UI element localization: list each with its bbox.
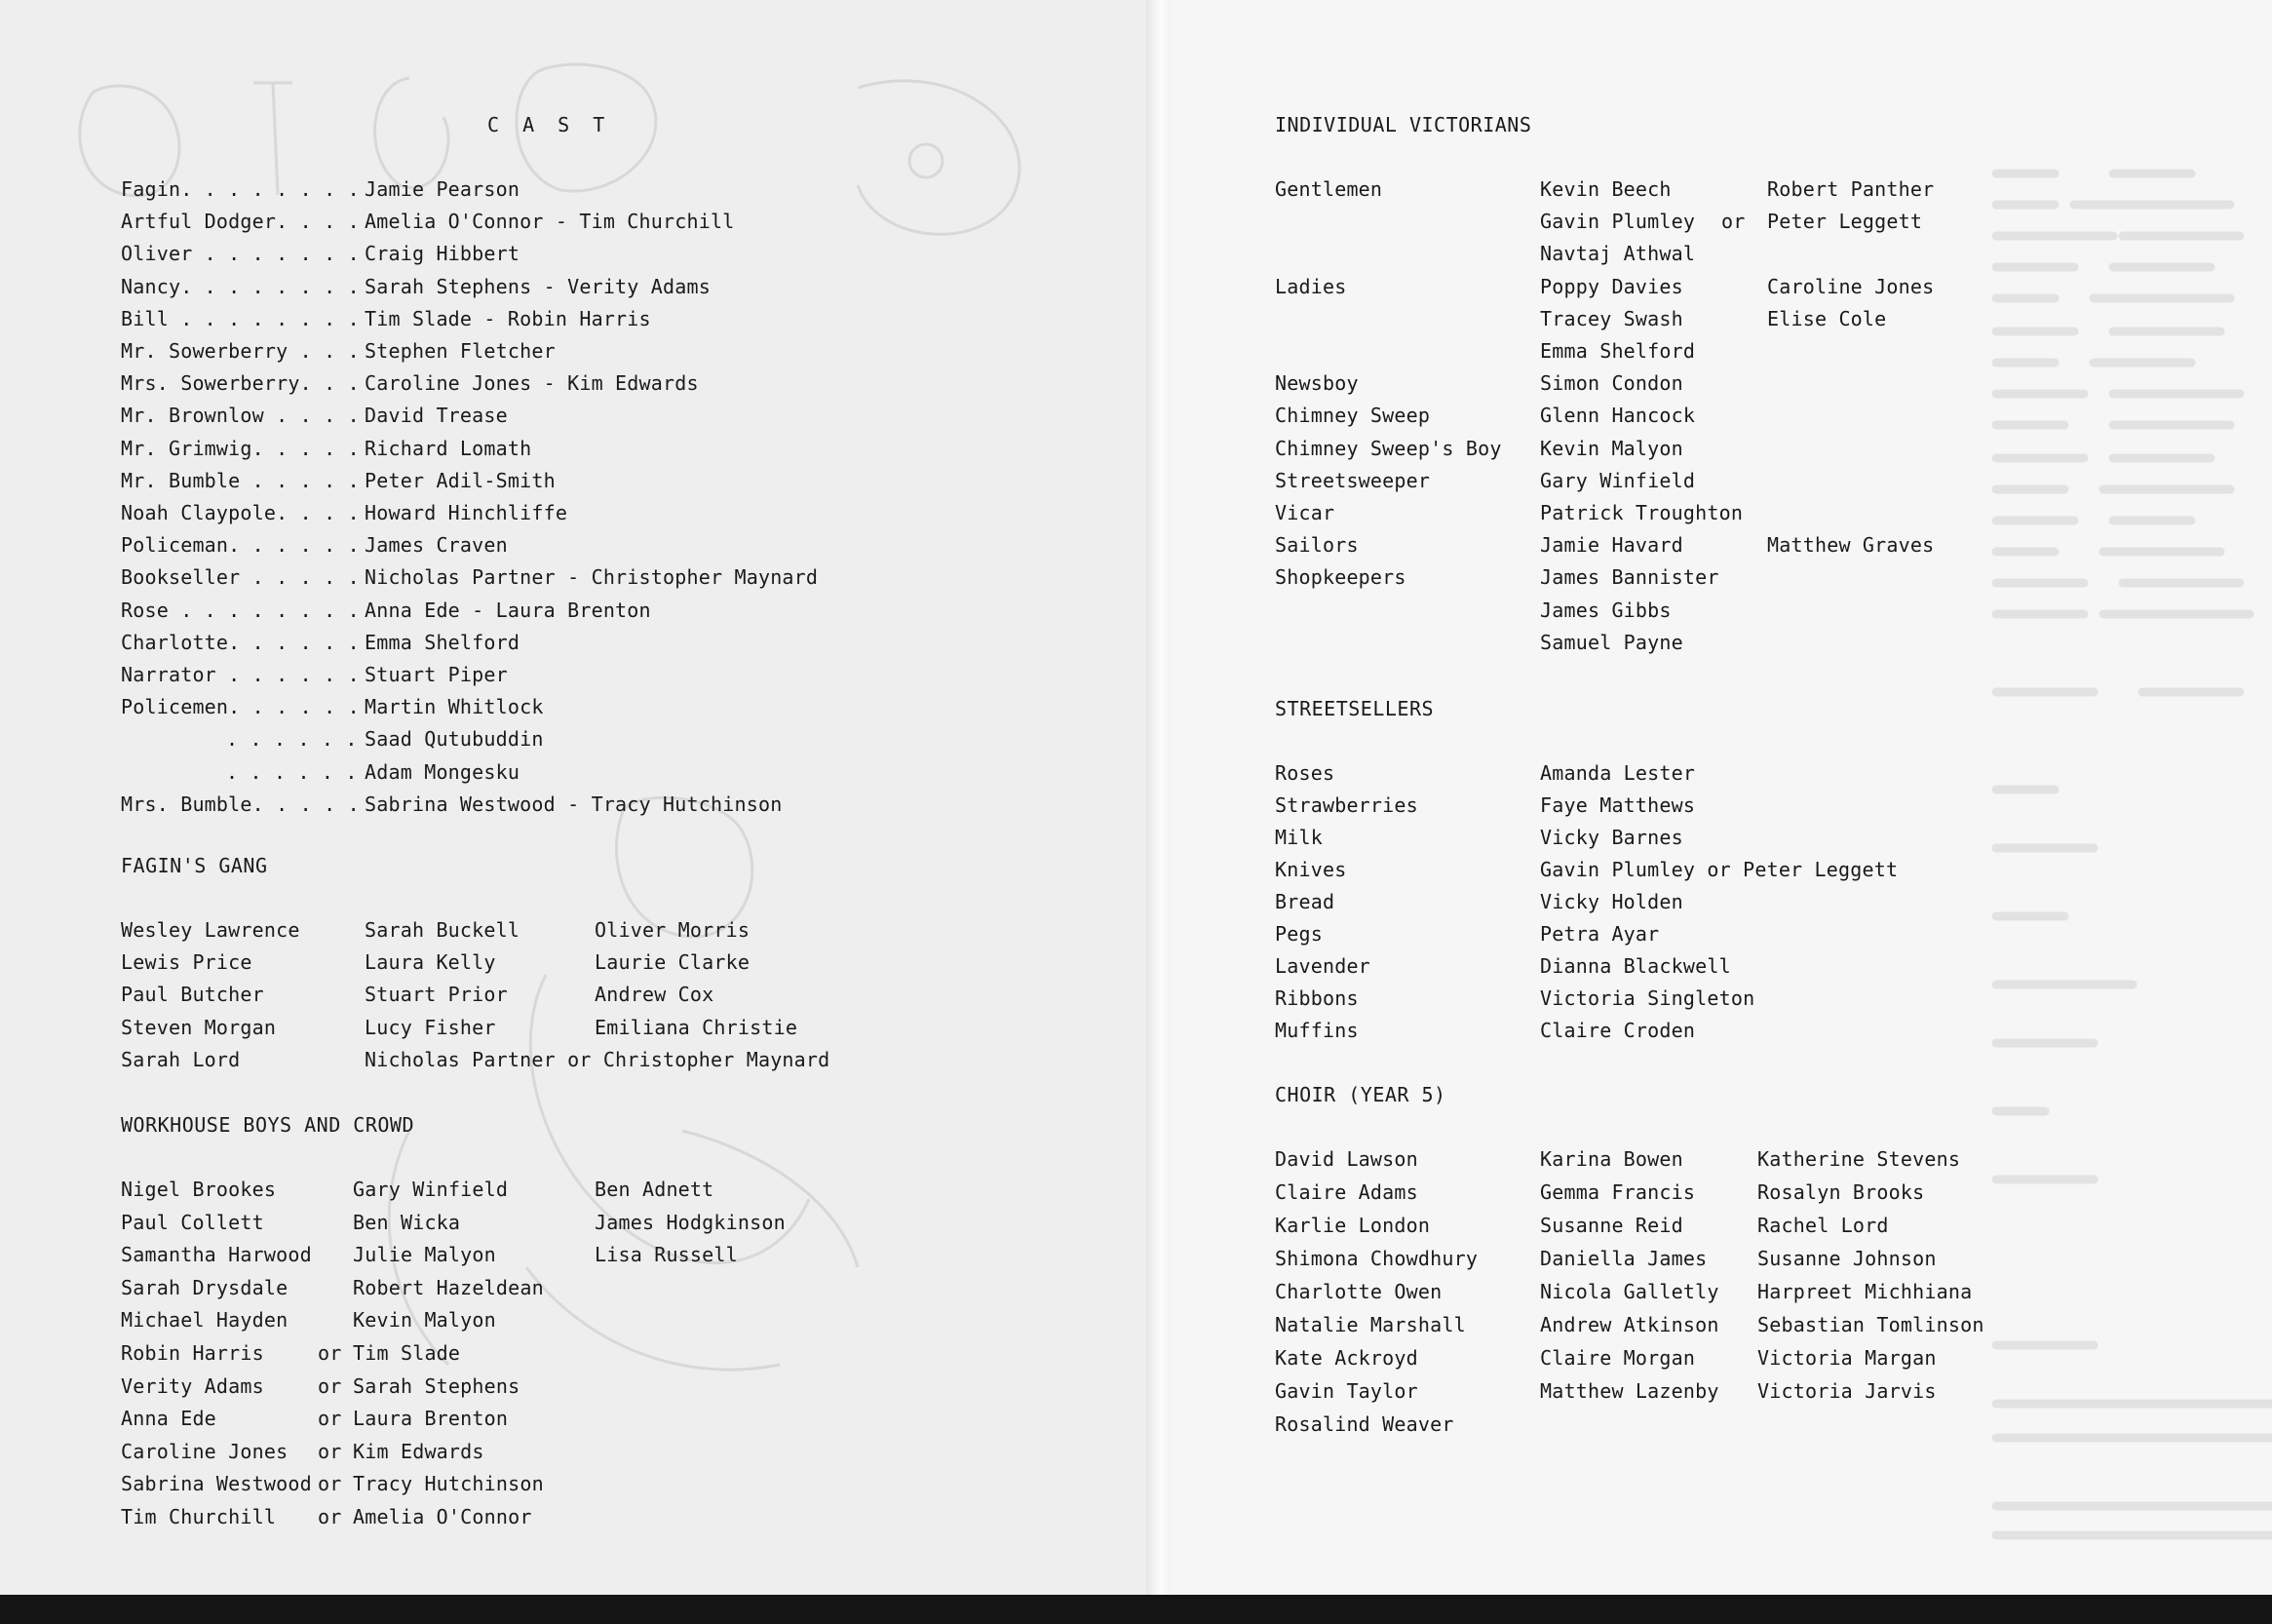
cast-role: Mr. Brownlow . . . . xyxy=(121,404,360,428)
victorian-name: Kevin Beech xyxy=(1540,177,1672,201)
choir-member: Katherine Stevens xyxy=(1757,1147,1961,1171)
workhouse-member: Tim Churchill xyxy=(121,1505,277,1528)
streetseller-item: Knives xyxy=(1275,858,1347,881)
cast-role: Mr. Grimwig. . . . . xyxy=(121,436,360,460)
choir-member: Karlie London xyxy=(1275,1214,1431,1237)
streetseller-name: Faye Matthews xyxy=(1540,793,1696,817)
streetseller-name: Victoria Singleton xyxy=(1540,986,1755,1010)
workhouse-member: Sarah Stephens xyxy=(353,1373,520,1398)
workhouse-member: Robin Harris xyxy=(121,1341,264,1365)
workhouse-member: Gary Winfield xyxy=(353,1178,509,1201)
choir-member: Claire Adams xyxy=(1275,1180,1418,1204)
victorian-role: Newsboy xyxy=(1275,371,1359,396)
cast-actor: Howard Hinchliffe xyxy=(365,501,568,524)
or-label: or xyxy=(318,1505,342,1528)
gang-member: Lewis Price xyxy=(121,950,252,975)
workhouse-member: Amelia O'Connor xyxy=(353,1505,532,1528)
workhouse-member: Caroline Jones xyxy=(121,1439,289,1463)
cast-actor: Peter Adil-Smith xyxy=(365,468,556,492)
victorian-name: Peter Leggett xyxy=(1767,210,1923,234)
streetseller-name: Vicky Holden xyxy=(1540,890,1683,913)
choir-member: Karina Bowen xyxy=(1540,1147,1683,1171)
cast-actor: Stuart Piper xyxy=(365,663,508,686)
or-label: or xyxy=(1721,210,1746,234)
cast-role: Rose . . . . . . . . xyxy=(121,598,360,622)
cast-role: Artful Dodger. . . . xyxy=(121,210,360,234)
cast-role: Bookseller . . . . . xyxy=(121,565,360,590)
victorian-role: Chimney Sweep xyxy=(1275,404,1431,428)
cast-actor: Stephen Fletcher xyxy=(365,339,556,363)
gang-member: Andrew Cox xyxy=(595,983,714,1007)
page-fold xyxy=(1146,0,1172,1599)
or-label: or xyxy=(318,1373,342,1398)
gang-member: Oliver Morris xyxy=(595,918,751,942)
choir-member: Gavin Taylor xyxy=(1275,1379,1418,1403)
cast-actor: Tim Slade - Robin Harris xyxy=(365,306,651,330)
cast-role: Nancy. . . . . . . . xyxy=(121,274,360,298)
cast-actor: Adam Mongesku xyxy=(365,759,520,784)
workhouse-member: Kevin Malyon xyxy=(353,1308,496,1333)
workhouse-heading: WORKHOUSE BOYS AND CROWD xyxy=(121,1113,414,1137)
workhouse-member: Tracy Hutchinson xyxy=(353,1472,544,1496)
or-label: or xyxy=(318,1439,342,1463)
cast-role: Mrs. Sowerberry. . . xyxy=(121,371,360,396)
fagins-gang-heading: FAGIN'S GANG xyxy=(121,854,268,877)
choir-member: Shimona Chowdhury xyxy=(1275,1247,1479,1270)
victorian-role: Chimney Sweep's Boy xyxy=(1275,436,1502,460)
choir-member: Claire Morgan xyxy=(1540,1346,1696,1370)
cast-actor: Sarah Stephens - Verity Adams xyxy=(365,274,711,298)
streetseller-item: Milk xyxy=(1275,826,1323,849)
victorian-name: Robert Panther xyxy=(1767,177,1935,201)
victorian-name: Gary Winfield xyxy=(1540,468,1696,492)
victorian-name: Elise Cole xyxy=(1767,306,1887,330)
streetsellers-heading: STREETSELLERS xyxy=(1275,697,1435,720)
or-label: or xyxy=(318,1472,342,1496)
streetseller-item: Pegs xyxy=(1275,922,1323,946)
streetseller-name: Petra Ayar xyxy=(1540,922,1660,946)
victorian-name: Jamie Havard xyxy=(1540,533,1683,558)
cast-actor: Craig Hibbert xyxy=(365,242,520,266)
victorian-role: Ladies xyxy=(1275,274,1347,298)
victorian-name: Emma Shelford xyxy=(1540,339,1696,363)
cast-role: Bill . . . . . . . . xyxy=(121,306,360,330)
choir-member: Susanne Johnson xyxy=(1757,1247,1937,1270)
cast-actor: Saad Qutubuddin xyxy=(365,727,544,752)
workhouse-member: Robert Hazeldean xyxy=(353,1275,544,1299)
cast-actor: Sabrina Westwood - Tracy Hutchinson xyxy=(365,792,783,816)
cast-role: Mrs. Bumble. . . . . xyxy=(121,792,360,816)
gang-member: Lucy Fisher xyxy=(365,1015,496,1039)
cast-role: Charlotte. . . . . . xyxy=(121,630,360,654)
choir-member: Victoria Margan xyxy=(1757,1346,1937,1370)
cast-role: Narrator . . . . . . xyxy=(121,663,360,686)
choir-member: David Lawson xyxy=(1275,1147,1418,1171)
victorian-role: Streetsweeper xyxy=(1275,468,1431,492)
victorian-role: Gentlemen xyxy=(1275,177,1383,201)
gang-member: Sarah Buckell xyxy=(365,918,520,942)
workhouse-member: Tim Slade xyxy=(353,1341,461,1365)
choir-member: Gemma Francis xyxy=(1540,1180,1696,1204)
choir-member: Natalie Marshall xyxy=(1275,1313,1466,1336)
choir-member: Daniella James xyxy=(1540,1247,1708,1270)
workhouse-member: Ben Adnett xyxy=(595,1178,714,1201)
streetseller-name: Amanda Lester xyxy=(1540,761,1696,785)
streetseller-item: Strawberries xyxy=(1275,793,1418,817)
victorians-heading: INDIVIDUAL VICTORIANS xyxy=(1275,113,1532,136)
victorian-name: Caroline Jones xyxy=(1767,274,1935,298)
cast-actor: Richard Lomath xyxy=(365,436,532,460)
cast-actor: Amelia O'Connor - Tim Churchill xyxy=(365,210,735,234)
cast-role: Fagin. . . . . . . . xyxy=(121,177,360,201)
gang-member: Nicholas Partner or Christopher Maynard xyxy=(365,1047,830,1071)
choir-heading: CHOIR (YEAR 5) xyxy=(1275,1083,1446,1106)
choir-member: Rosalyn Brooks xyxy=(1757,1180,1925,1204)
cast-actor: Martin Whitlock xyxy=(365,695,544,719)
gang-member: Stuart Prior xyxy=(365,983,508,1007)
victorian-name: Navtaj Athwal xyxy=(1540,242,1696,266)
gang-member: Sarah Lord xyxy=(121,1047,241,1071)
streetseller-item: Ribbons xyxy=(1275,986,1359,1010)
gang-member: Laurie Clarke xyxy=(595,950,751,975)
workhouse-member: Lisa Russell xyxy=(595,1243,738,1267)
workhouse-member: Michael Hayden xyxy=(121,1308,289,1333)
workhouse-member: Ben Wicka xyxy=(353,1210,461,1234)
choir-member: Andrew Atkinson xyxy=(1540,1313,1719,1336)
cast-actor: Nicholas Partner - Christopher Maynard xyxy=(365,565,819,590)
cast-heading: C A S T xyxy=(487,113,611,136)
victorian-name: Matthew Graves xyxy=(1767,533,1935,558)
workhouse-member: Paul Collett xyxy=(121,1210,264,1234)
or-label: or xyxy=(318,1407,342,1431)
choir-member: Rachel Lord xyxy=(1757,1214,1889,1237)
gang-member: Wesley Lawrence xyxy=(121,918,300,942)
victorian-name: Patrick Troughton xyxy=(1540,501,1744,524)
workhouse-member: Verity Adams xyxy=(121,1373,264,1398)
choir-member: Sebastian Tomlinson xyxy=(1757,1313,1984,1336)
cast-role: Oliver . . . . . . . xyxy=(121,242,360,266)
cast-role: Mr. Sowerberry . . . xyxy=(121,339,360,363)
streetseller-item: Lavender xyxy=(1275,954,1370,978)
workhouse-member: Sabrina Westwood xyxy=(121,1472,312,1496)
streetseller-name: Claire Croden xyxy=(1540,1019,1696,1042)
scan-bottom-edge xyxy=(0,1595,2272,1624)
victorian-name: Samuel Payne xyxy=(1540,630,1683,654)
workhouse-member: Laura Brenton xyxy=(353,1407,509,1431)
cast-role: Policeman. . . . . . xyxy=(121,533,360,558)
streetseller-name: Dianna Blackwell xyxy=(1540,954,1731,978)
victorian-name: Glenn Hancock xyxy=(1540,404,1696,428)
choir-member: Susanne Reid xyxy=(1540,1214,1683,1237)
workhouse-member: Anna Ede xyxy=(121,1407,216,1431)
victorian-name: Simon Condon xyxy=(1540,371,1683,396)
streetseller-name: Vicky Barnes xyxy=(1540,826,1683,849)
streetseller-name: Gavin Plumley or Peter Leggett xyxy=(1540,858,1899,881)
workhouse-member: Julie Malyon xyxy=(353,1243,496,1267)
cast-actor: Emma Shelford xyxy=(365,630,520,654)
workhouse-member: Samantha Harwood xyxy=(121,1243,312,1267)
cast-role: . . . . . . xyxy=(226,727,358,752)
victorian-name: Gavin Plumley xyxy=(1540,210,1696,234)
workhouse-member: Sarah Drysdale xyxy=(121,1275,289,1299)
cast-role: . . . . . . xyxy=(226,759,358,784)
victorian-name: Poppy Davies xyxy=(1540,274,1683,298)
cast-role: Mr. Bumble . . . . . xyxy=(121,468,360,492)
gang-member: Steven Morgan xyxy=(121,1015,277,1039)
cast-actor: Anna Ede - Laura Brenton xyxy=(365,598,651,622)
streetseller-item: Roses xyxy=(1275,761,1335,785)
gang-member: Laura Kelly xyxy=(365,950,496,975)
victorian-role: Sailors xyxy=(1275,533,1359,558)
cast-role: Noah Claypole. . . . xyxy=(121,501,360,524)
cast-actor: Caroline Jones - Kim Edwards xyxy=(365,371,699,396)
choir-member: Nicola Galletly xyxy=(1540,1280,1719,1303)
cast-actor: Jamie Pearson xyxy=(365,177,520,201)
choir-member: Kate Ackroyd xyxy=(1275,1346,1418,1370)
victorian-name: James Gibbs xyxy=(1540,598,1672,622)
streetseller-item: Muffins xyxy=(1275,1019,1359,1042)
choir-member: Matthew Lazenby xyxy=(1540,1379,1719,1403)
victorian-name: James Bannister xyxy=(1540,565,1719,590)
streetseller-item: Bread xyxy=(1275,890,1335,913)
choir-member: Harpreet Michhiana xyxy=(1757,1280,1973,1303)
victorian-name: Kevin Malyon xyxy=(1540,436,1683,460)
choir-member: Victoria Jarvis xyxy=(1757,1379,1937,1403)
choir-member: Charlotte Owen xyxy=(1275,1280,1443,1303)
victorian-role: Shopkeepers xyxy=(1275,565,1406,590)
victorian-role: Vicar xyxy=(1275,501,1335,524)
choir-member: Rosalind Weaver xyxy=(1275,1412,1454,1436)
cast-role: Policemen. . . . . . xyxy=(121,695,360,719)
workhouse-member: James Hodgkinson xyxy=(595,1210,786,1234)
victorian-name: Tracey Swash xyxy=(1540,306,1683,330)
workhouse-member: Nigel Brookes xyxy=(121,1178,277,1201)
gang-member: Emiliana Christie xyxy=(595,1015,798,1039)
cast-actor: David Trease xyxy=(365,404,508,428)
or-label: or xyxy=(318,1341,342,1365)
workhouse-member: Kim Edwards xyxy=(353,1439,484,1463)
gang-member: Paul Butcher xyxy=(121,983,264,1007)
cast-actor: James Craven xyxy=(365,533,508,558)
